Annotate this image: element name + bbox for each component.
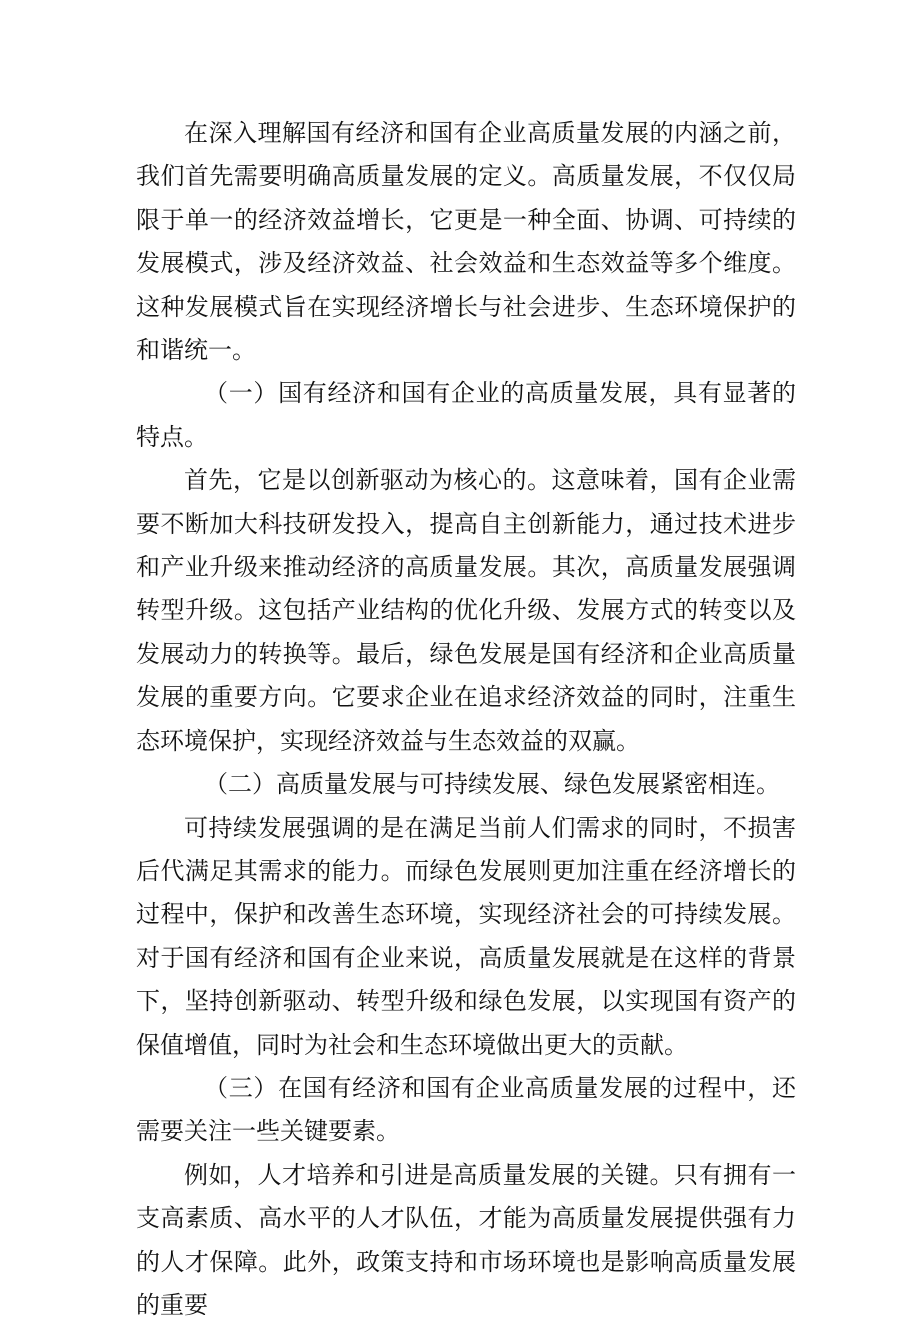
paragraph-characteristics: 首先，它是以创新驱动为核心的。这意味着，国有企业需要不断加大科技研发投入，提高自主创新能力，通过技术进步和产业升级来推动经济的高质量发展。其次，高质量发展强调转型升级。这包括产业结构的优化升级、发展方式的转变以及发展动力的转换等。最后，绿色发展是国有经济和企业高质量发展的重要方向。它要求企业在追求经济效益的同时，注重生态环境保护，实现经济效益与生态效益的双赢。 — [136, 466, 796, 755]
section-heading-3: （三）在国有经济和国有企业高质量发展的过程中，还需要关注一些关键要素。 — [136, 1073, 796, 1146]
paragraph-key-elements: 例如，人才培养和引进是高质量发展的关键。只有拥有一支高素质、高水平的人才队伍，才能为高质量发展提供强有力的人才保障。此外，政策支持和市场环境也是影响高质量发展的重要 — [136, 1160, 796, 1319]
document-body — [136, 112, 796, 1327]
section-heading-2: （二）高质量发展与可持续发展、绿色发展紧密相连。 — [204, 770, 780, 799]
section-heading-1: （一）国有经济和国有企业的高质量发展，具有显著的特点。 — [136, 379, 796, 451]
paragraph-intro: 在深入理解国有经济和国有企业高质量发展的内涵之前，我们首先需要明确高质量发展的定义。高质量发展，不仅仅局限于单一的经济效益增长，它更是一种全面、协调、可持续的发展模式，涉及经济效益、社会效益和生态效益等多个维度。这种发展模式旨在实现经济增长与社会进步、生态环境保护的和谐统一。 — [136, 119, 796, 365]
paragraph-sustainability: 可持续发展强调的是在满足当前人们需求的同时，不损害后代满足其需求的能力。而绿色发展则更加注重在经济增长的过程中，保护和改善生态环境，实现经济社会的可持续发展。对于国有经济和国有企业来说，高质量发展就是在这样的背景下，坚持创新驱动、转型升级和绿色发展，以实现国有资产的保值增值，同时为社会和生态环境做出更大的贡献。 — [136, 813, 796, 1059]
